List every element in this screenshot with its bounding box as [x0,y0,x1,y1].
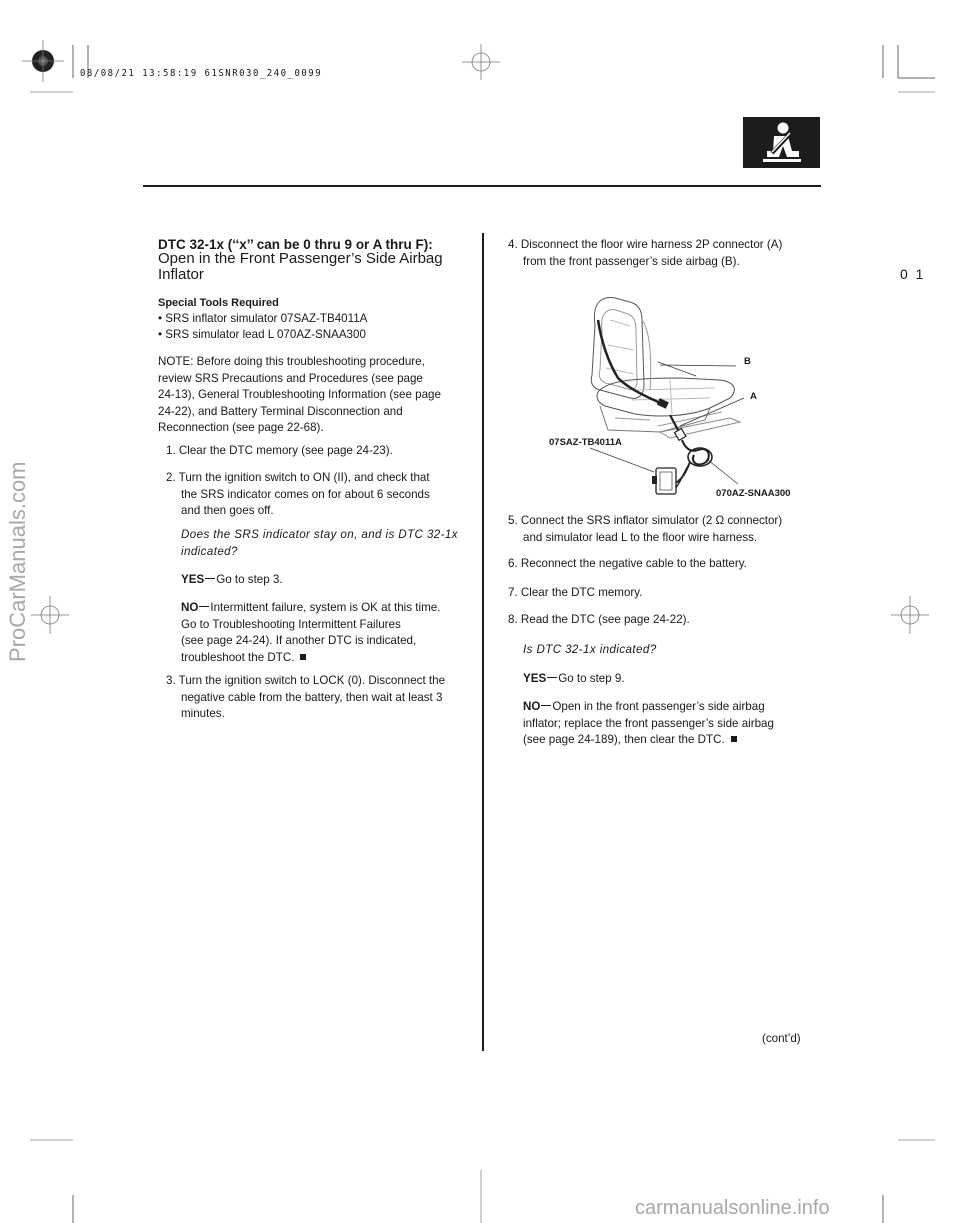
step-5-line: 5. Connect the SRS inflator simulator (2 Ω connector) [508,514,783,527]
step-2-line: and then goes off. [181,504,274,517]
note-line: NOTE: Before doing this troubleshooting procedure, [158,355,425,368]
column-divider [482,233,484,1051]
side-watermark: ProCarManuals.com [5,461,30,662]
step-2-line: 2. Turn the ignition switch to ON (II), and check that [166,471,430,484]
no-2-line: (see page 24-189), then clear the DTC. [523,733,725,746]
note-block [158,354,441,437]
question-1-line: indicated? [181,544,238,558]
no-2-line: Open in the front passenger’s side airbag [552,700,765,713]
subtitle-line-2: Inflator [158,265,204,283]
continued-label: (cont’d) [762,1032,801,1045]
no-1-line: Intermittent failure, system is OK at this time. [210,601,441,614]
step-4-line: 4. Disconnect the floor wire harness 2P connector (A) [508,238,783,251]
print-stamp: 08/08/21 13:58:19 61SNR030_240_0099 [80,68,323,80]
special-tools-heading: Special Tools Required [158,297,279,309]
no-1-line: Go to Troubleshooting Intermittent Failures [181,617,401,631]
step-5 [508,513,782,546]
crosshair-right-icon [891,596,929,634]
step-2 [166,470,430,520]
end-mark-icon [300,654,306,660]
question-1 [181,527,458,560]
step-2-line: the SRS indicator comes on for about 6 seconds [181,487,430,501]
yes-1-label: YES [181,573,205,586]
page-tab: 0 1 [900,266,926,282]
seat-connector-figure [540,290,830,505]
srs-section-icon [743,117,820,168]
no-1-line: troubleshoot the DTC. [181,650,295,664]
question-2: Is DTC 32-1x indicated? [523,643,657,656]
note-line: Reconnection (see page 22-68). [158,421,324,434]
step-4 [508,237,782,270]
yes-1 [181,572,283,589]
special-tools-item: • SRS inflator simulator 07SAZ-TB4011A [158,312,368,325]
question-1-line: Does the SRS indicator stay on, and is DTC 32-1x [181,528,458,541]
subtitle-line-1: Open in the Front Passenger’s Side Airbag [158,250,443,267]
yes-2-label: YES [523,672,547,685]
page-title: DTC 32-1x (‘‘x’’ can be 0 thru 9 or A thru F): [158,237,433,252]
figure-label-simulator: 07SAZ-TB4011A [549,437,622,448]
step-5-line: and simulator lead L to the floor wire harness. [523,530,758,544]
yes-1-text: Go to step 3. [216,573,283,586]
no-2-line: inflator; replace the front passenger’s side airbag [523,716,774,730]
figure-label-b: B [744,356,751,367]
step-4-line: from the front passenger’s side airbag (B). [523,254,740,268]
crosshair-left-icon [31,596,69,634]
no-2-label: NO [523,700,541,713]
no-1-line: (see page 24-24). If another DTC is indicated, [181,634,417,647]
note-line: review SRS Precautions and Procedures (see page [158,371,423,385]
step-3 [166,673,445,723]
figure-label-a: A [750,391,757,402]
step-3-line: minutes. [181,707,225,720]
step-3-line: negative cable from the battery, then wait at least 3 [181,690,443,704]
crosshair-top-icon [462,44,500,80]
step-8: 8. Read the DTC (see page 24-22). [508,613,690,626]
step-3-line: 3. Turn the ignition switch to LOCK (0). Disconnect the [166,674,446,687]
step-6: 6. Reconnect the negative cable to the battery. [508,557,747,570]
yes-2 [523,671,625,688]
registration-target-icon [22,40,64,82]
special-tools-item: • SRS simulator lead L 070AZ-SNAA300 [158,328,366,341]
no-2 [523,699,774,749]
bottom-watermark: carmanualsonline.info [635,1197,830,1219]
no-1 [181,600,440,666]
figure-label-lead: 070AZ-SNAA300 [716,488,791,499]
note-line: 24-22), and Battery Terminal Disconnection and [158,404,403,418]
step-7: 7. Clear the DTC memory. [508,586,643,599]
end-mark-icon [731,736,737,742]
no-1-label: NO [181,601,199,614]
note-line: 24-13), General Troubleshooting Information (see page [158,388,441,401]
header-rule [143,185,821,187]
step-1: 1. Clear the DTC memory (see page 24-23). [166,444,393,457]
yes-2-text: Go to step 9. [558,672,625,685]
page-subtitle [158,251,443,282]
